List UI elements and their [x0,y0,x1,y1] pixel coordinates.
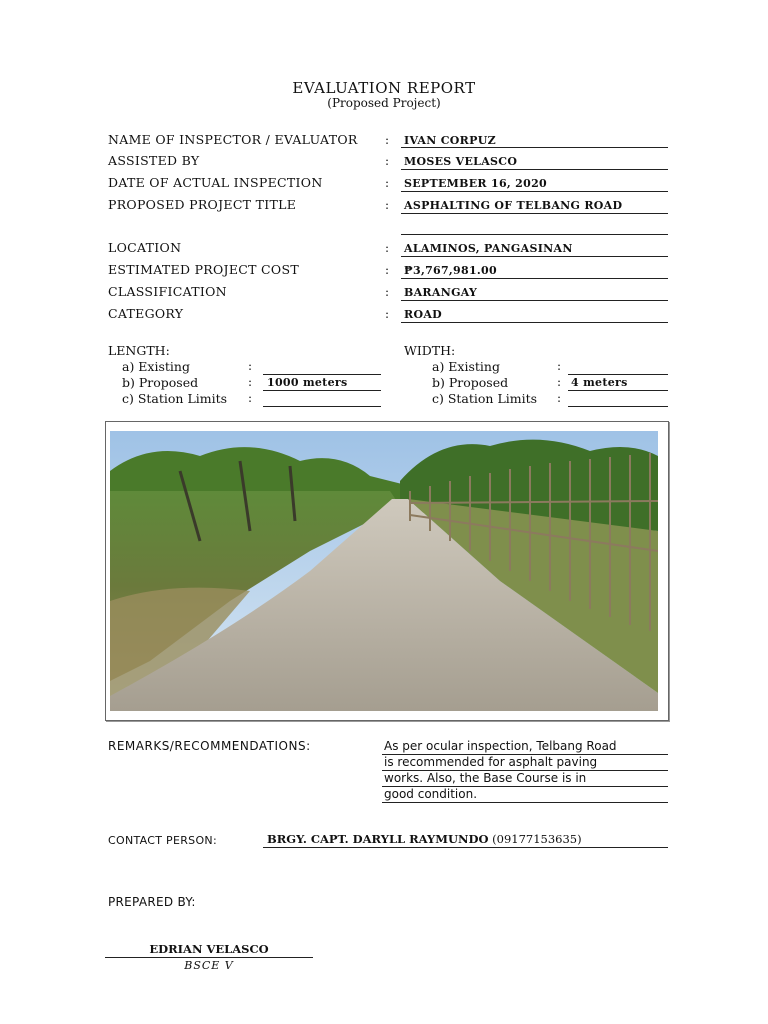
field-label: LOCATION [108,240,182,255]
project-cost-value: ₱3,767,981.00 [404,264,497,277]
classification-value: BARANGAY [404,286,478,299]
field-colon: : [385,307,390,321]
field-label: ESTIMATED PROJECT COST [108,262,299,277]
location-value: ALAMINOS, PANGASINAN [404,242,573,255]
preparer-designation: BSCE V [184,959,234,972]
width-existing-label: a) Existing [432,359,500,374]
width-proposed-label: b) Proposed [432,375,509,390]
contact-person [267,832,582,846]
field-underline [401,213,668,214]
remarks-line: good condition. [384,787,478,801]
length-proposed-underline [263,390,381,391]
field-colon: : [385,176,390,190]
remarks-line: As per ocular inspection, Telbang Road [384,739,617,753]
field-colon: : [385,198,390,212]
contact-label: CONTACT PERSON: [108,834,217,847]
field-colon: : [385,154,390,168]
length-station-underline [263,406,381,407]
width-colon: : [557,359,562,373]
contact-name: BRGY. CAPT. DARYLL RAYMUNDO [267,832,489,846]
field-underline [401,169,668,170]
field-colon: : [385,133,390,147]
report-title: EVALUATION REPORT [292,79,476,97]
field-label: NAME OF INSPECTOR / EVALUATOR [108,132,358,147]
field-colon: : [385,241,390,255]
remarks-underline [382,802,668,803]
length-heading: LENGTH: [108,343,170,358]
length-proposed-label: b) Proposed [122,375,199,390]
contact-phone: (09177153635) [492,832,582,846]
remarks-label: REMARKS/RECOMMENDATIONS: [108,739,311,753]
prepared-by-label: PREPARED BY: [108,895,196,909]
site-photo-frame [105,421,669,721]
category-value: ROAD [404,308,442,321]
inspector-value: IVAN CORPUZ [404,134,496,147]
field-underline [401,234,668,235]
field-colon: : [385,285,390,299]
field-underline [401,191,668,192]
remarks-line: works. Also, the Base Course is in [384,771,587,785]
assisted-by-value: MOSES VELASCO [404,155,518,168]
field-colon: : [385,263,390,277]
length-colon: : [248,359,253,373]
report-subtitle: (Proposed Project) [327,96,441,110]
width-heading: WIDTH: [404,343,456,358]
preparer-name: EDRIAN VELASCO [149,942,269,956]
field-underline [401,278,668,279]
field-underline [401,322,668,323]
inspection-date-value: SEPTEMBER 16, 2020 [404,177,547,190]
length-proposed-value: 1000 meters [267,376,348,389]
field-underline [401,300,668,301]
width-colon: : [557,375,562,389]
field-underline [401,256,668,257]
length-existing-underline [263,374,381,375]
contact-underline [263,847,668,848]
site-photo [110,431,658,711]
width-proposed-underline [568,390,668,391]
field-underline [401,147,668,148]
width-station-label: c) Station Limits [432,391,538,406]
field-label: PROPOSED PROJECT TITLE [108,197,297,212]
field-label: DATE OF ACTUAL INSPECTION [108,175,323,190]
length-existing-label: a) Existing [122,359,190,374]
field-label: ASSISTED BY [108,153,200,168]
width-station-underline [568,406,668,407]
length-colon: : [248,375,253,389]
field-label: CATEGORY [108,306,184,321]
length-colon: : [248,391,253,405]
width-existing-underline [568,374,668,375]
length-station-label: c) Station Limits [122,391,228,406]
signature-line [105,957,313,958]
width-colon: : [557,391,562,405]
width-proposed-value: 4 meters [571,376,628,389]
field-label: CLASSIFICATION [108,284,227,299]
remarks-line: is recommended for asphalt paving [384,755,598,769]
project-title-value: ASPHALTING OF TELBANG ROAD [404,199,623,212]
